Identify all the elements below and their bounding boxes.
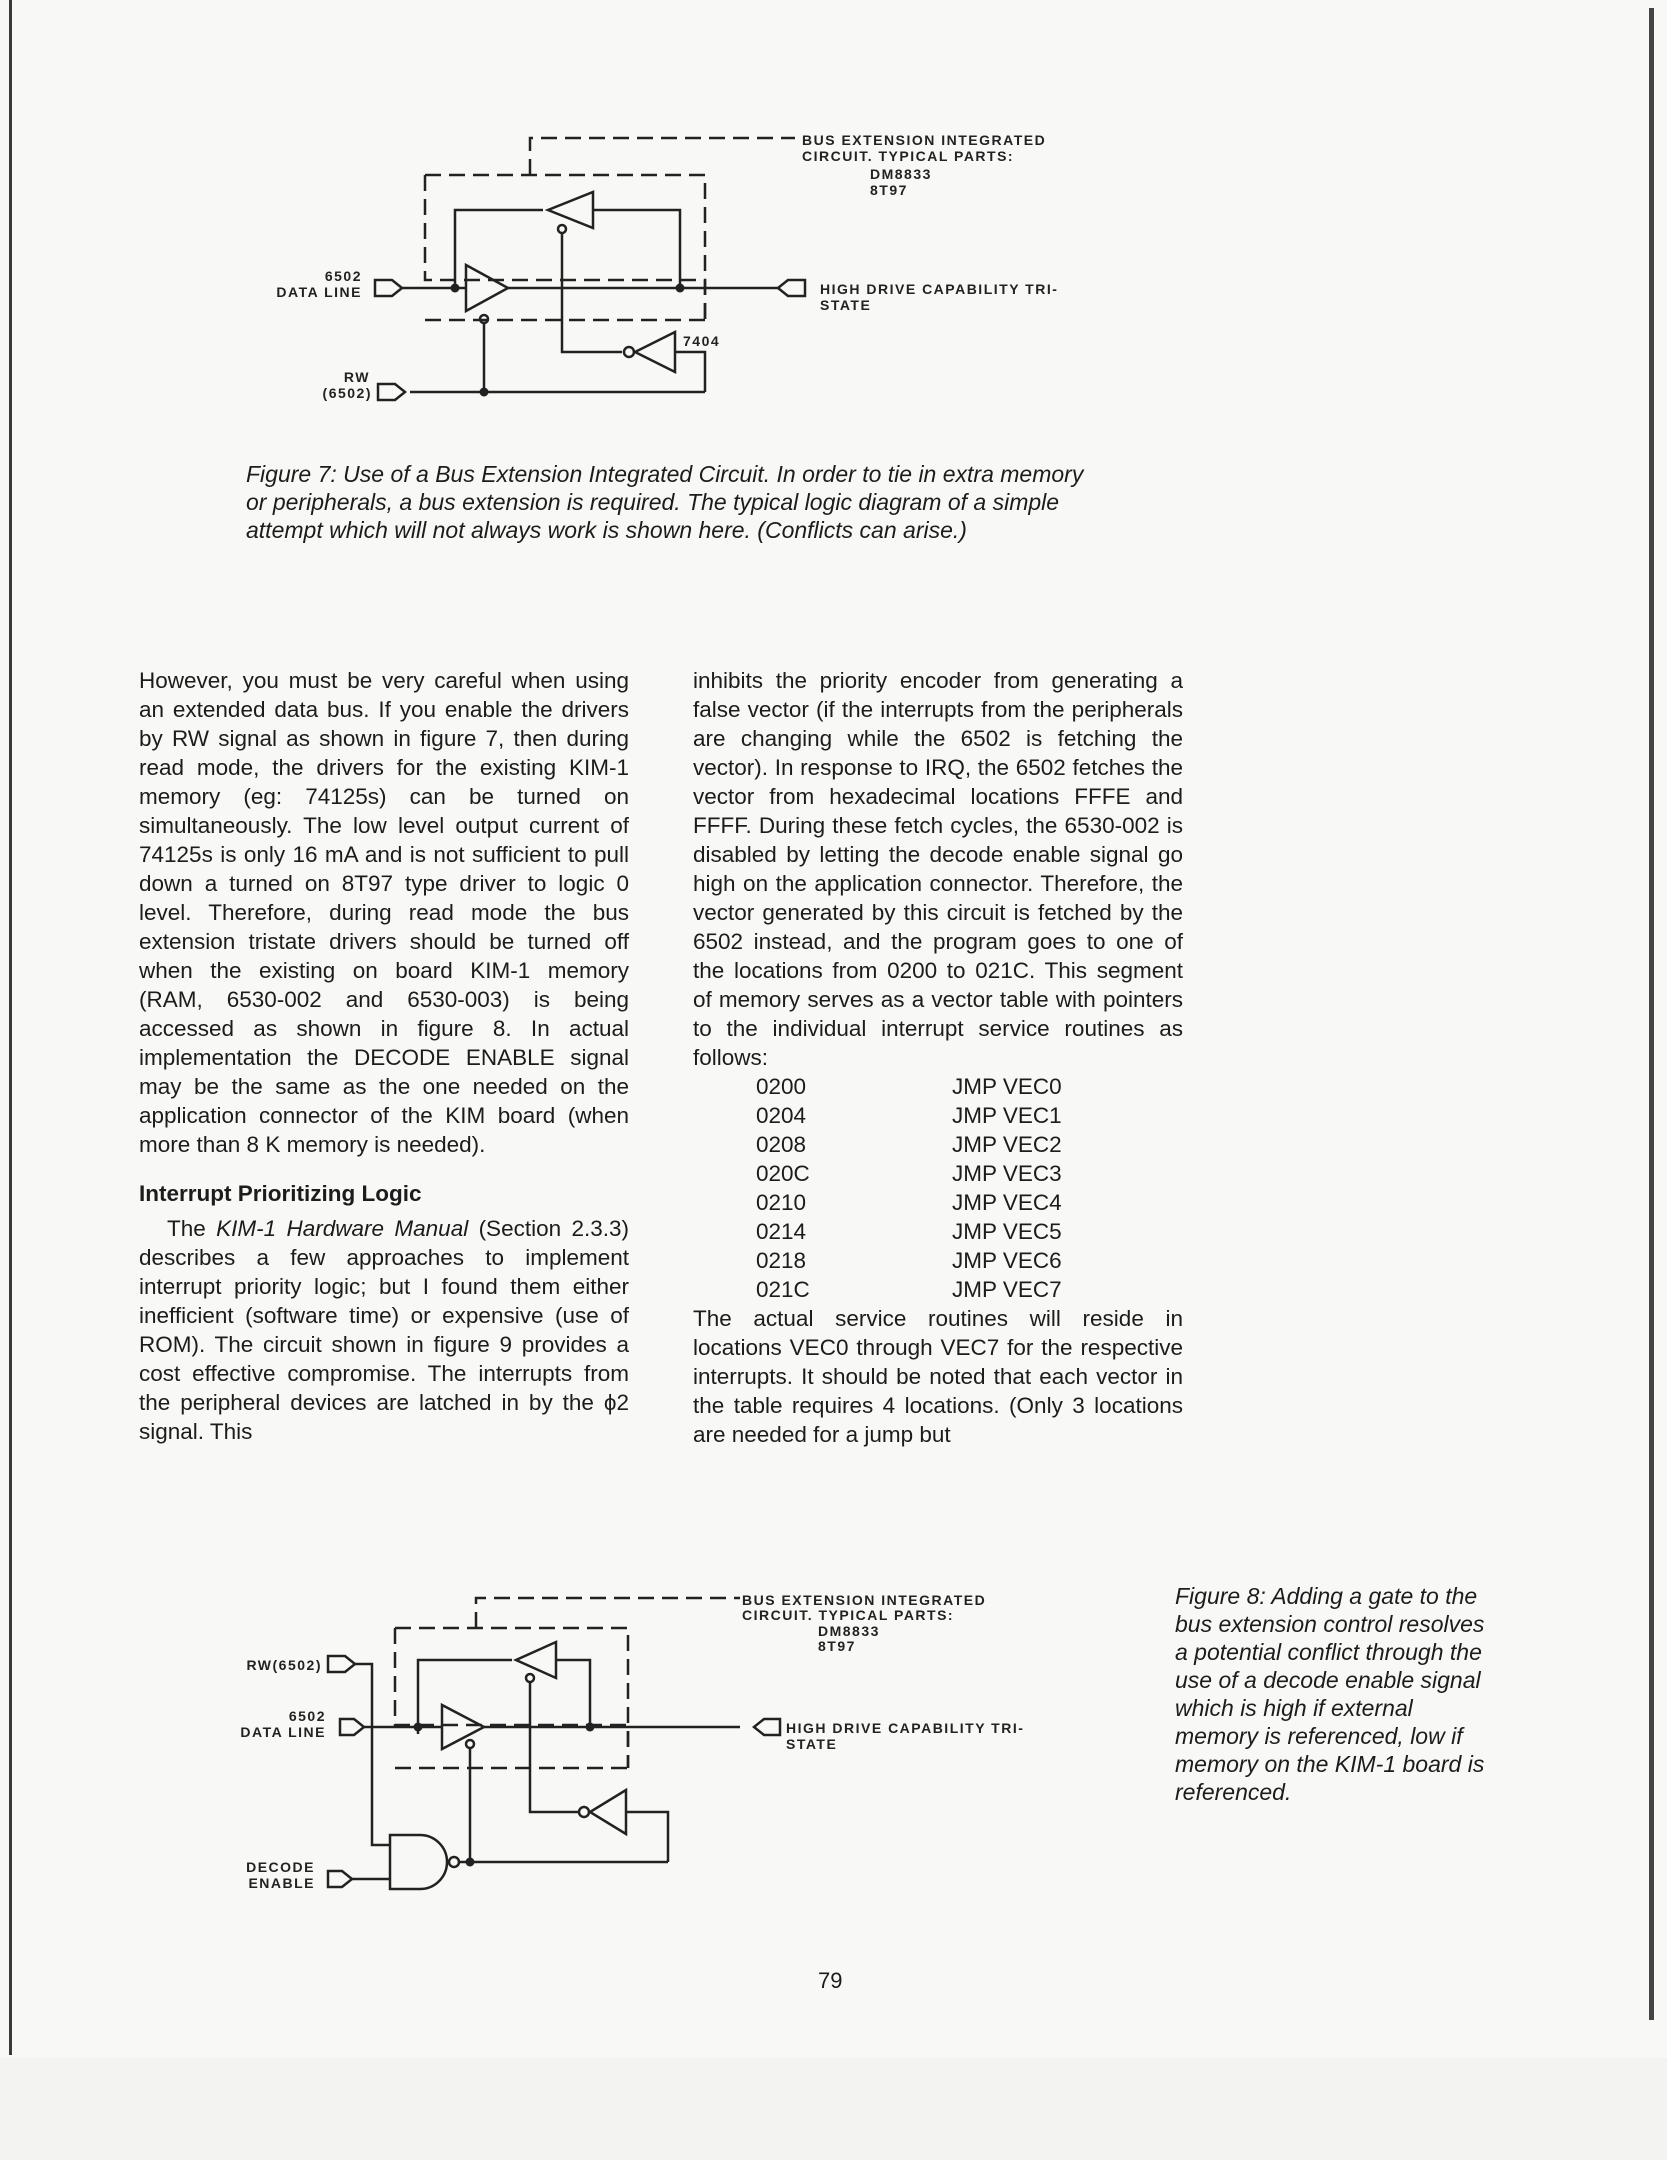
vector-address: 0214 xyxy=(756,1219,807,1244)
vector-table xyxy=(756,1072,1062,1304)
section-heading: Interrupt Prioritizing Logic xyxy=(139,1181,422,1206)
vector-table-row xyxy=(756,1188,1062,1217)
fig8-label-bus-ext-2: CIRCUIT. TYPICAL PARTS: xyxy=(742,1607,955,1623)
left-paragraph-2 xyxy=(139,1214,629,1446)
fig7-label-inverter: 7404 xyxy=(683,333,721,349)
fig7-label-rw-1: RW xyxy=(343,369,370,385)
fig8-label-part-1: DM8833 xyxy=(818,1623,880,1639)
vector-table-row xyxy=(756,1275,1062,1304)
fig7-label-bus-ext-2: CIRCUIT. TYPICAL PARTS: xyxy=(802,148,1015,164)
vector-instruction: JMP VEC4 xyxy=(952,1190,1062,1215)
vector-table-row xyxy=(756,1101,1062,1130)
vector-instruction: JMP VEC2 xyxy=(952,1132,1062,1157)
left-paragraph-2-start: The xyxy=(167,1216,217,1241)
vector-address: 021C xyxy=(756,1277,810,1302)
vector-instruction: JMP VEC0 xyxy=(952,1074,1062,1099)
vector-instruction: JMP VEC3 xyxy=(952,1161,1062,1186)
fig7-label-part-2: 8T97 xyxy=(870,182,908,198)
vector-table-row xyxy=(756,1246,1062,1275)
vector-table-row xyxy=(756,1130,1062,1159)
fig8-label-rw: RW(6502) xyxy=(246,1657,322,1673)
fig7-label-high-drive-2: STATE xyxy=(820,297,872,313)
vector-table-row xyxy=(756,1072,1062,1101)
figure-7-caption xyxy=(246,460,1106,544)
left-paragraph-2-rest: (Section 2.3.3) describes a few approaches to implement interrupt priority logic; but I found them either inefficient (software time) or expensive (use of ROM). The circuit shown in figure 9 provides a cost effective compromise. The interrupts from the peripheral devices are latched in by the ϕ2 signal. This xyxy=(139,1216,629,1444)
right-column xyxy=(693,666,1183,1449)
vector-address: 0204 xyxy=(756,1103,807,1128)
right-paragraph-1: inhibits the priority encoder from generating a false vector (if the interrupts from the peripherals are changing while the 6502 is fetching the vector). In response to IRQ, the 6502 fetches the vector from hexadecimal locations FFFE and FFFF. During these fetch cycles, the 6530-002 is disabled by letting the decode enable signal go high on the application connector. Therefore, the vector generated by this circuit is fetched by the 6502 instead, and the program goes to one of the locations from 0200 to 021C. This segment of memory serves as a vector table with pointers to the individual interrupt service routines as follows: xyxy=(693,668,1183,1070)
figure-7-caption-text: Figure 7: Use of a Bus Extension Integrated Circuit. In order to tie in extra memory or peripherals, a bus extension is required. The typical logic diagram of a simple attempt which will not always work is shown here. (Conflicts can arise.) xyxy=(246,461,1084,543)
vector-table-row xyxy=(756,1159,1062,1188)
fig8-label-decode-1: DECODE xyxy=(246,1859,315,1875)
left-paragraph-1: However, you must be very careful when using an extended data bus. If you enable the drivers by RW signal as shown in figure 7, then during read mode, the drivers for the existing KIM-1 memory (eg: 74125s) can be turned on simultaneously. The low level output current of 74125s is only 16 mA and is not sufficient to pull down a turned on 8T97 type driver to logic 0 level. Therefore, during read mode the bus extension tristate drivers should be turned off when the existing on board KIM-1 memory (RAM, 6530-002 and 6530-003) is being accessed as shown in figure 8. In actual implementation the DECODE ENABLE signal may be the same as the one needed on the application connector of the KIM board (when more than 8 K memory is needed). xyxy=(139,668,629,1157)
fig8-label-data-1: 6502 xyxy=(288,1708,326,1724)
vector-address: 020C xyxy=(756,1161,810,1186)
figure-8-caption-text: Figure 8: Adding a gate to the bus extension control resolves a potential conflict through the use of a decode enable signal which is high if external memory is referenced, low if memory on the KIM-1 board is referenced. xyxy=(1175,1583,1485,1805)
fig7-label-data-2: DATA LINE xyxy=(276,284,362,300)
fig8-label-high-drive-1: HIGH DRIVE CAPABILITY TRI- xyxy=(786,1720,1025,1736)
fig8-label-high-drive-2: STATE xyxy=(786,1736,838,1752)
vector-address: 0210 xyxy=(756,1190,807,1215)
page-number: 79 xyxy=(818,1968,843,1993)
vector-table-row xyxy=(756,1217,1062,1246)
fig8-label-decode-2: ENABLE xyxy=(248,1875,315,1891)
fig7-label-data-1: 6502 xyxy=(324,268,362,284)
figure-8-caption xyxy=(1175,1582,1485,1806)
left-column xyxy=(139,666,629,1446)
fig7-label-bus-ext-1: BUS EXTENSION INTEGRATED xyxy=(802,132,1047,148)
fig8-label-part-2: 8T97 xyxy=(818,1638,856,1654)
fig8-label-bus-ext-1: BUS EXTENSION INTEGRATED xyxy=(742,1592,987,1608)
right-paragraph-2: The actual service routines will reside in locations VEC0 through VEC7 for the respective interrupts. It should be noted that each vector in the table requires 4 locations. (Only 3 locations are needed for a jump but xyxy=(693,1306,1183,1447)
vector-address: 0200 xyxy=(756,1074,807,1099)
manual-title: KIM-1 Hardware Manual xyxy=(216,1216,469,1241)
vector-address: 0218 xyxy=(756,1248,807,1273)
fig7-label-part-1: DM8833 xyxy=(870,166,932,182)
fig7-label-high-drive-1: HIGH DRIVE CAPABILITY TRI- xyxy=(820,281,1059,297)
fig7-label-rw-2: (6502) xyxy=(322,385,372,401)
vector-instruction: JMP VEC6 xyxy=(952,1248,1062,1273)
vector-instruction: JMP VEC5 xyxy=(952,1219,1062,1244)
vector-instruction: JMP VEC1 xyxy=(952,1103,1062,1128)
vector-address: 0208 xyxy=(756,1132,807,1157)
vector-instruction: JMP VEC7 xyxy=(952,1277,1062,1302)
fig8-label-data-2: DATA LINE xyxy=(240,1724,326,1740)
